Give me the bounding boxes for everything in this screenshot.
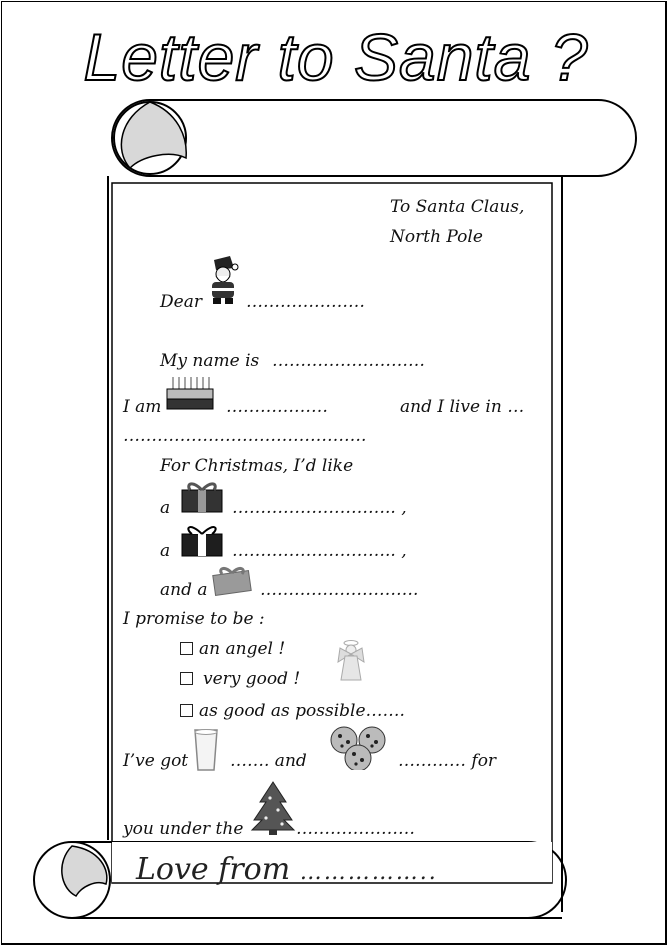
- santa-icon: [204, 254, 242, 306]
- got-label: I’ve got: [123, 751, 189, 771]
- angel-checkbox[interactable]: [180, 642, 193, 655]
- gift-3-blank: ……………………….: [260, 580, 419, 600]
- option-very-good: [180, 669, 300, 689]
- dear-blank: …………………: [246, 292, 365, 312]
- name-label: My name is: [160, 351, 260, 371]
- signature-line: [136, 852, 438, 891]
- very-good-checkbox[interactable]: [180, 672, 193, 685]
- option-as-good-label: as good as possible…….: [199, 701, 405, 721]
- live-blank: …………………………………….: [123, 426, 367, 446]
- birthday-cake-icon: [165, 373, 215, 413]
- love-from-blank: ……………..: [299, 860, 438, 885]
- got-blank-2: ………… for: [398, 751, 497, 771]
- under-label: you under the: [123, 819, 244, 839]
- option-as-good: [180, 701, 405, 721]
- promise-label: I promise to be :: [123, 609, 265, 629]
- gift-2-article: a: [160, 541, 171, 561]
- gift-1-article: a: [160, 498, 171, 518]
- cookies-icon: [328, 726, 392, 770]
- age-label: I am: [123, 397, 162, 417]
- dear-label: Dear: [160, 292, 202, 312]
- gift-icon: [178, 480, 226, 514]
- gift-icon: [178, 522, 226, 558]
- name-blank: ………………………: [272, 351, 425, 371]
- angel-icon: [334, 638, 368, 682]
- age-blank: ………………: [226, 397, 328, 417]
- gift-icon: [210, 563, 254, 597]
- option-very-good-label: very good !: [203, 669, 301, 689]
- address-line-1: To Santa Claus,: [390, 197, 525, 217]
- christmas-tree-icon: [250, 780, 296, 836]
- christmas-label: For Christmas, I’d like: [160, 456, 354, 476]
- glass-of-milk-icon: [192, 728, 220, 772]
- as-good-checkbox[interactable]: [180, 704, 193, 717]
- option-angel: [180, 639, 285, 659]
- gift-3-article: and a: [160, 580, 208, 600]
- live-label: and I live in …: [400, 397, 525, 417]
- gift-2-blank: ……………………….. ,: [232, 541, 407, 561]
- under-blank: …………………: [296, 819, 415, 839]
- page-title: Letter to Santa ?: [83, 20, 589, 94]
- option-angel-label: an angel !: [199, 639, 286, 659]
- address-line-2: North Pole: [390, 227, 483, 247]
- got-blank-1: ……. and: [230, 751, 307, 771]
- gift-1-blank: ……………………….. ,: [232, 498, 407, 518]
- love-from-label: Love from: [136, 852, 291, 887]
